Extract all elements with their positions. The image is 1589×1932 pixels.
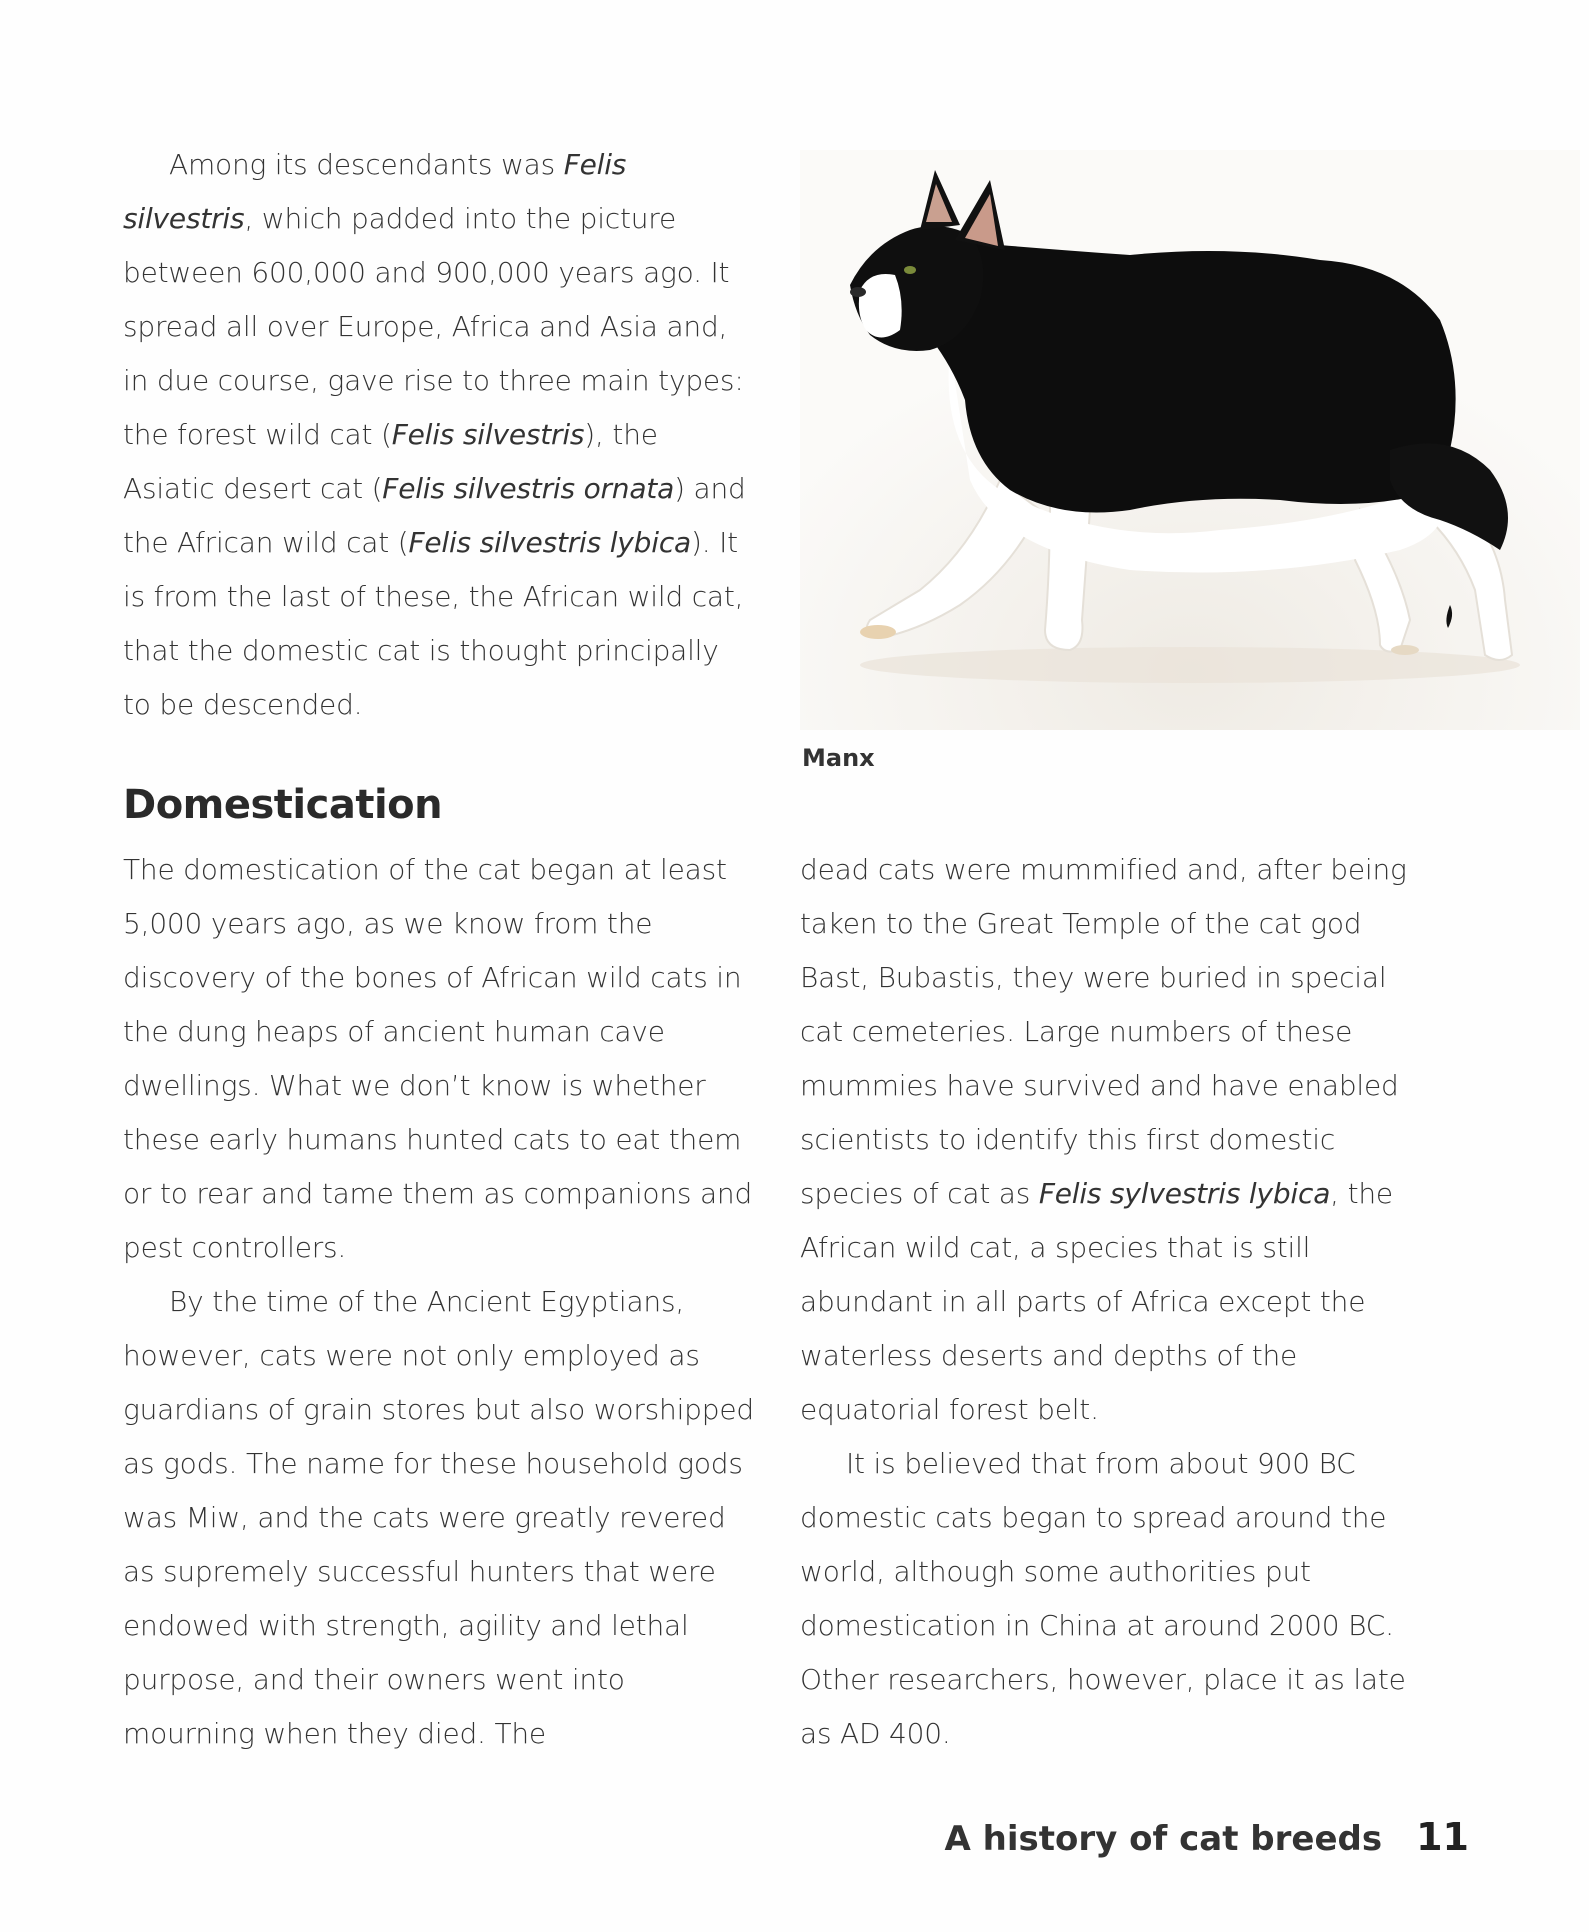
section-heading: Domestication xyxy=(123,782,443,828)
intro-text-3: ), the Asiatic desert cat ( xyxy=(123,418,658,505)
right-paragraph-1-text-a: dead cats were mummified and, after being taken to the Great Temple of the cat god Bast, Bubastis, they were buried in special cat cemeteries. Large numbers of these mummies have survived and have enabled scientists to identify this first domestic species of cat as xyxy=(800,853,1407,1210)
intro-paragraph xyxy=(123,138,748,732)
right-column-paragraph-1 xyxy=(800,843,1410,1437)
intro-species-3: Felis silvestris ornata xyxy=(382,472,675,505)
intro-species-4: Felis silvestris lybica xyxy=(408,526,691,559)
domestication-paragraph-2 xyxy=(123,1275,763,1761)
intro-text-4: ) and the African wild cat ( xyxy=(123,472,746,559)
manx-cat-photo xyxy=(800,150,1580,730)
domestication-paragraph-2-text: By the time of the Ancient Egyptians, however, cats were not only employed as guardians of grain stores but also worshipped as gods. The name for these household gods was Miw, and the cats were greatly revered as supremely successful hunters that were endowed with strength, agility and lethal purpose, and their owners went into mourning when they died. The xyxy=(123,1285,754,1750)
intro-text-2: , which padded into the picture between 600,000 and 900,000 years ago. It spread all over Europe, Africa and Asia and, in due course, gave rise to three main types: the forest wild cat ( xyxy=(123,202,744,451)
right-paragraph-1-text-b: , the African wild cat, a species that is still abundant in all parts of Africa except the waterless deserts and depths of the equatorial forest belt. xyxy=(800,1177,1393,1426)
right-paragraph-2-text: It is believed that from about 900 BC domestic cats began to spread around the world, although some authorities put domestication in China at around 2000 BC. Other researchers, however, place it as late as AD 400. xyxy=(800,1447,1406,1750)
manx-cat-illustration xyxy=(800,150,1580,730)
intro-species-1: Felis silvestris xyxy=(123,148,627,235)
photo-caption: Manx xyxy=(802,744,875,772)
domestication-paragraph-1: The domestication of the cat began at least 5,000 years ago, as we know from the discovery of the bones of African wild cats in the dung heaps of ancient human cave dwellings. What we don’t know is whether these early humans hunted cats to eat them or to rear and tame them as companions and pest controllers. xyxy=(123,853,753,1264)
running-footer-title: A history of cat breeds xyxy=(944,1819,1383,1859)
page-footer xyxy=(945,1815,1470,1859)
intro-text-5: ). It is from the last of these, the African wild cat, that the domestic cat is thought principally to be descended. xyxy=(123,526,744,721)
intro-text-1: Among its descendants was xyxy=(169,148,564,181)
page-number: 11 xyxy=(1416,1815,1469,1859)
right-paragraph-1-species: Felis sylvestris lybica xyxy=(1038,1177,1331,1210)
right-column-paragraph-2 xyxy=(800,1437,1410,1761)
intro-species-2: Felis silvestris xyxy=(391,418,585,451)
